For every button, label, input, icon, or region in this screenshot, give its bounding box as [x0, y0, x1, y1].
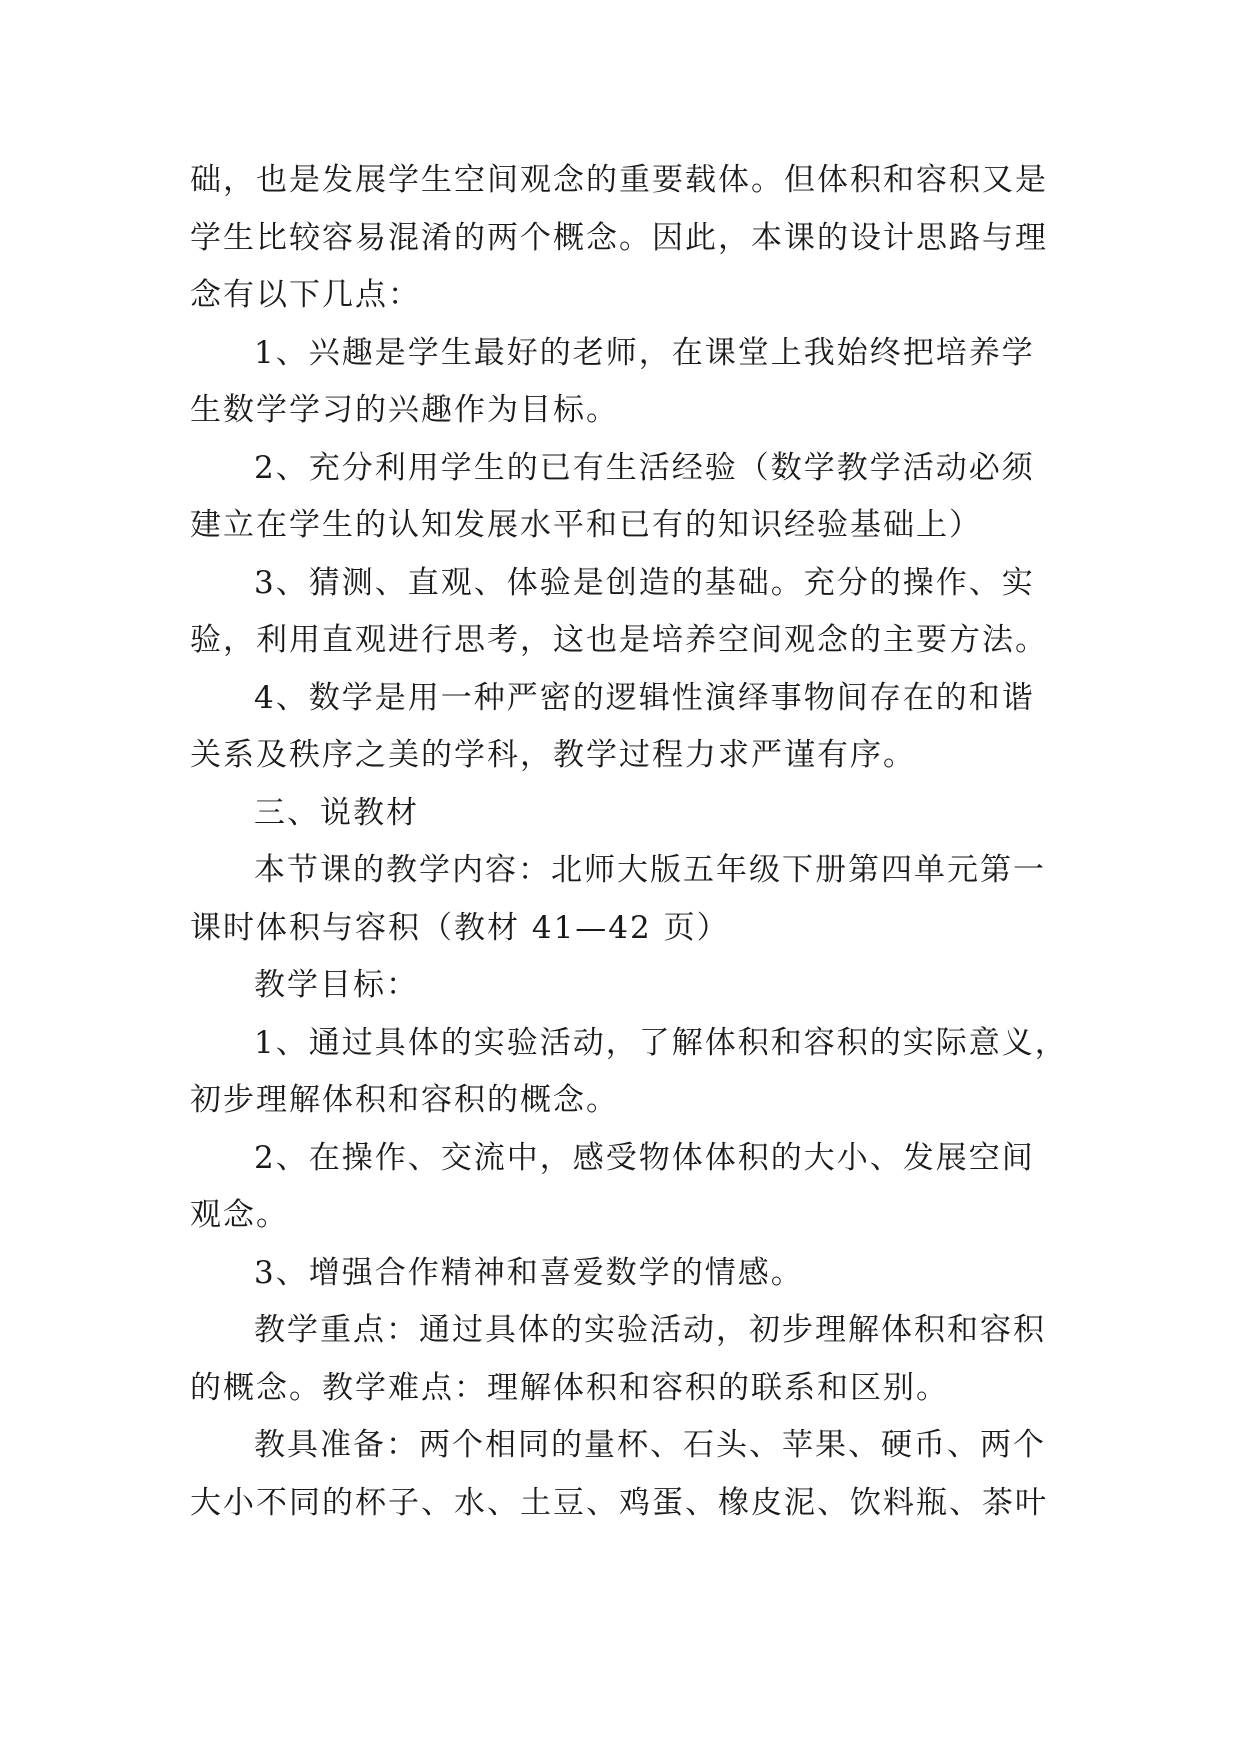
text-line: 观念。 — [190, 1197, 289, 1233]
text-line: 三、说教材 — [254, 794, 419, 831]
text-line: 教学重点：通过具体的实验活动，初步理解体积和容积 — [254, 1312, 1046, 1348]
text-line: 础，也是发展学生空间观念的重要载体。但体积和容积又是 — [190, 162, 1048, 198]
text-line: 4、数学是用一种严密的逻辑性演绎事物间存在的和谐 — [254, 679, 1035, 716]
text-line: 教学目标： — [254, 967, 419, 1003]
text-line: 2、充分利用学生的已有生活经验（数学教学活动必须 — [254, 449, 1035, 486]
document-body — [190, 152, 1068, 1532]
text-line: 念有以下几点： — [190, 277, 421, 313]
text-line: 1、通过具体的实验活动，了解体积和容积的实际意义， — [254, 1024, 1068, 1061]
text-line: 生数学学习的兴趣作为目标。 — [190, 392, 619, 428]
text-line: 验，利用直观进行思考，这也是培养空间观念的主要方法。 — [190, 622, 1048, 658]
text-line: 1、兴趣是学生最好的老师，在课堂上我始终把培养学 — [254, 334, 1035, 371]
text-line: 的概念。教学难点：理解体积和容积的联系和区别。 — [190, 1369, 949, 1406]
text-line: 3、猜测、直观、体验是创造的基础。充分的操作、实 — [254, 564, 1035, 601]
text-line: 本节课的教学内容：北师大版五年级下册第四单元第一 — [254, 852, 1046, 888]
text-line: 建立在学生的认知发展水平和已有的知识经验基础上） — [190, 507, 982, 543]
text-line: 课时体积与容积（教材 41—42 页） — [190, 909, 730, 946]
text-line: 学生比较容易混淆的两个概念。因此，本课的设计思路与理 — [190, 219, 1048, 256]
text-line: 关系及秩序之美的学科，教学过程力求严谨有序。 — [190, 737, 916, 773]
text-line: 教具准备：两个相同的量杯、石头、苹果、硬币、两个 — [254, 1427, 1046, 1463]
text-line: 2、在操作、交流中，感受物体体积的大小、发展空间 — [254, 1139, 1035, 1176]
text-line: 初步理解体积和容积的概念。 — [190, 1082, 619, 1118]
text-line: 3、增强合作精神和喜爱数学的情感。 — [254, 1254, 804, 1291]
text-line: 大小不同的杯子、水、土豆、鸡蛋、橡皮泥、饮料瓶、茶叶 — [190, 1484, 1048, 1521]
